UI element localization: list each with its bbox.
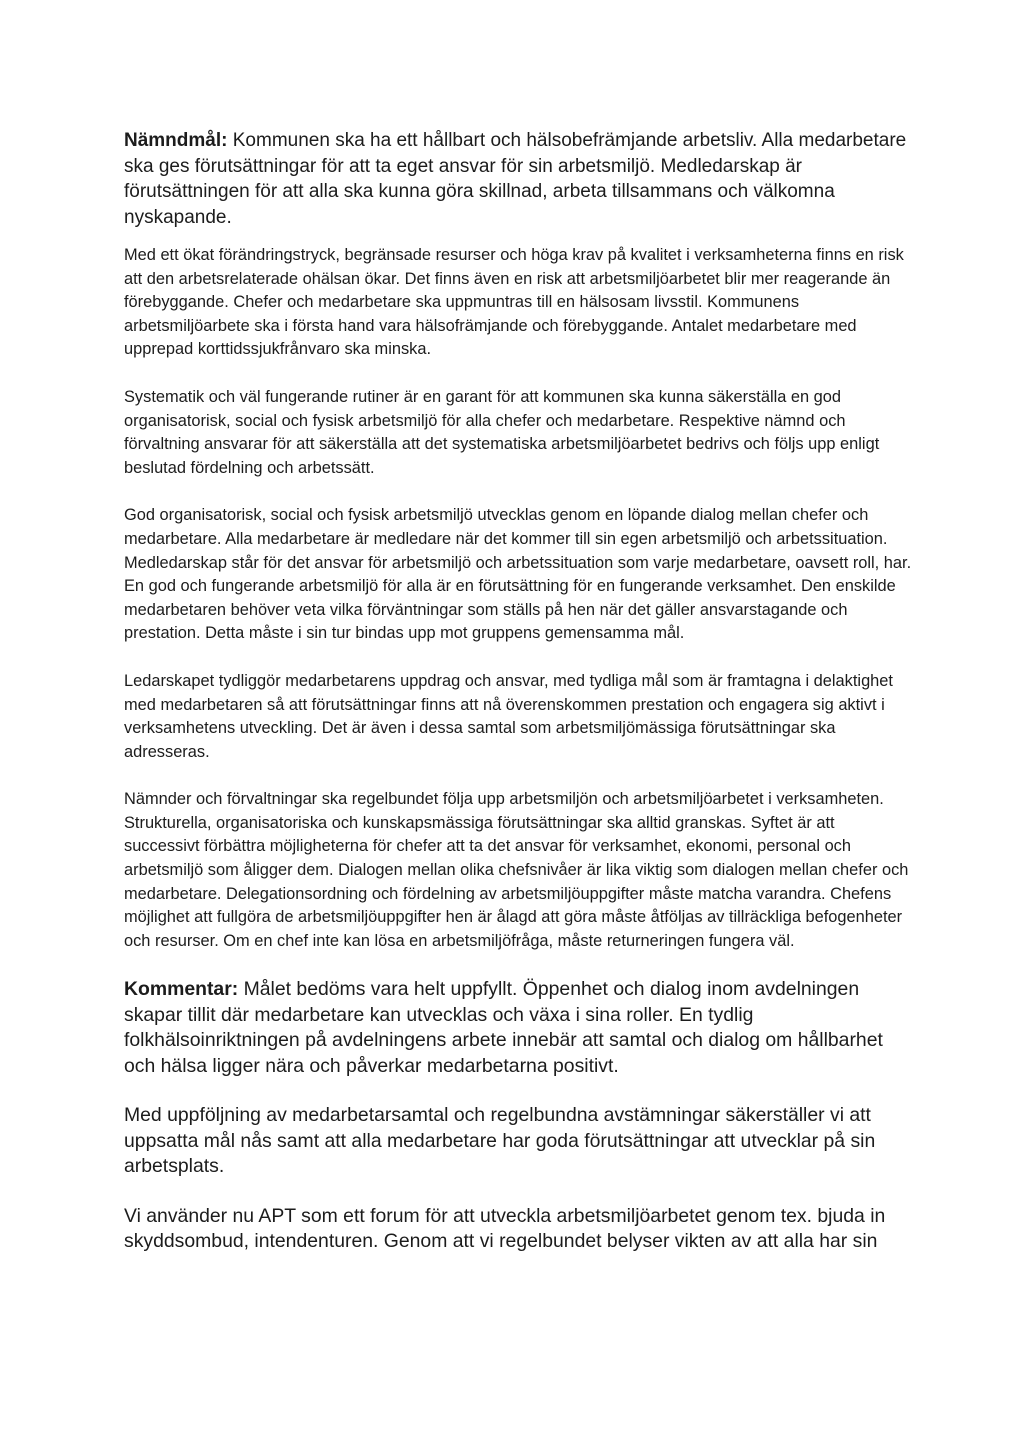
paragraph-workload: Med ett ökat förändringstryck, begränsade resurser och höga krav på kvalitet i verksamheterna finns en risk att den arbetsrelaterade ohälsan ökar. Det finns även en risk att arbetsmiljöarbetet blir mer reagerande än förebyggande. Chefer och medarbetare ska uppmuntras till en hälsosam livsstil. Kommunens arbetsmiljöarbete ska i första hand vara hälsofrämjande och förebyggande. Antalet medarbetare med upprepad korttidssjukfrånvaro ska minska. [124,246,904,359]
comment-paragraph-followup: Med uppföljning av medarbetarsamtal och regelbundna avstämningar säkerställer vi att uppsatta mål nås samt att alla medarbetare har goda förutsättningar att utvecklar på sin arbetsplats. [124,1104,876,1178]
comment-statement [124,977,914,1079]
goal-text: Kommunen ska ha ett hållbart och hälsobefrämjande arbetsliv. Alla medarbetare ska ges förutsättningar för att ta eget ansvar för sin arbetsmiljö. Medledarskap är förutsättningen för att alla ska kunna göra skillnad, arbeta tillsammans och välkomna nyskapande. [124,130,907,228]
comment-label: Kommentar: [124,978,239,1001]
goal-statement [124,128,914,230]
comment-paragraph-apt: Vi använder nu APT som ett forum för att utveckla arbetsmiljöarbetet genom tex. bjuda in skyddsombud, intendenturen. Genom att vi regelbundet belyser vikten av att alla har sin [124,1204,886,1253]
paragraph-followup: Nämnder och förvaltningar ska regelbundet följa upp arbetsmiljön och arbetsmiljöarbetet i verksamheten. Strukturella, organisatoriska och kunskapsmässiga förutsättningar ska alltid granskas. Syftet är att successivt förbättra möjligheterna för chefer att ta det ansvar för verksamhet, ekonomi, personal och arbetsmiljö som åligger dem. Dialogen mellan olika chefsnivåer är lika viktig som dialogen mellan chefer och medarbetare. Delegationsordning och fördelning av arbetsmiljöuppgifter måste matcha varandra. Chefens möjlighet att fullgöra de arbetsmiljöuppgifter hen är ålagd att göra måste åtföljas av tillräckliga befogenheter och resurser. Om en chef inte kan lösa en arbetsmiljöfråga, måste returneringen fungera väl. [124,790,909,950]
paragraph-routines: Systematik och väl fungerande rutiner är en garant för att kommunen ska kunna säkerställa en god organisatorisk, social och fysisk arbetsmiljö för alla chefer och medarbetare. Respektive nämnd och förvaltning ansvarar för att säkerställa att det systematiska arbetsmiljöarbetet bedrivs och följs upp enligt beslutad fördelning och arbetssätt. [124,387,880,477]
goal-label: Nämndmål: [124,130,228,151]
paragraph-dialogue: God organisatorisk, social och fysisk arbetsmiljö utvecklas genom en löpande dialog mellan chefer och medarbetare. Alla medarbetare är medledare när det kommer till sin egen arbetsmiljö och arbetssituation. Medledarskap står för det ansvar för arbetsmiljö och arbetssituation som varje medarbetare, oavsett roll, har. En god och fungerande arbetsmiljö för alla är en förutsättning för en fungerande verksamhet. Den enskilde medarbetaren behöver veta vilka förväntningar som ställs på hen när det gäller ansvarstagande och prestation. Detta måste i sin tur bindas upp mot gruppens gemensamma mål. [124,506,912,643]
paragraph-leadership: Ledarskapet tydliggör medarbetarens uppdrag och ansvar, med tydliga mål som är framtagna i delaktighet med medarbetaren så att förutsättningar finns att nå överenskommen prestation och engagera sig aktivt i verksamhetens utveckling. Det är även i dessa samtal som arbetsmiljömässiga förutsättningar ska adresseras. [124,671,893,761]
document-page [124,128,914,1255]
comment-text: Målet bedöms vara helt uppfyllt. Öppenhet och dialog inom avdelningen skapar tillit där medarbetare kan utvecklas och växa i sina roller. En tydlig folkhälsoinriktningen på avdelningens arbete innebär att samtal och dialog om hållbarhet och hälsa ligger nära och påverkar medarbetarna positivt. [124,978,883,1077]
